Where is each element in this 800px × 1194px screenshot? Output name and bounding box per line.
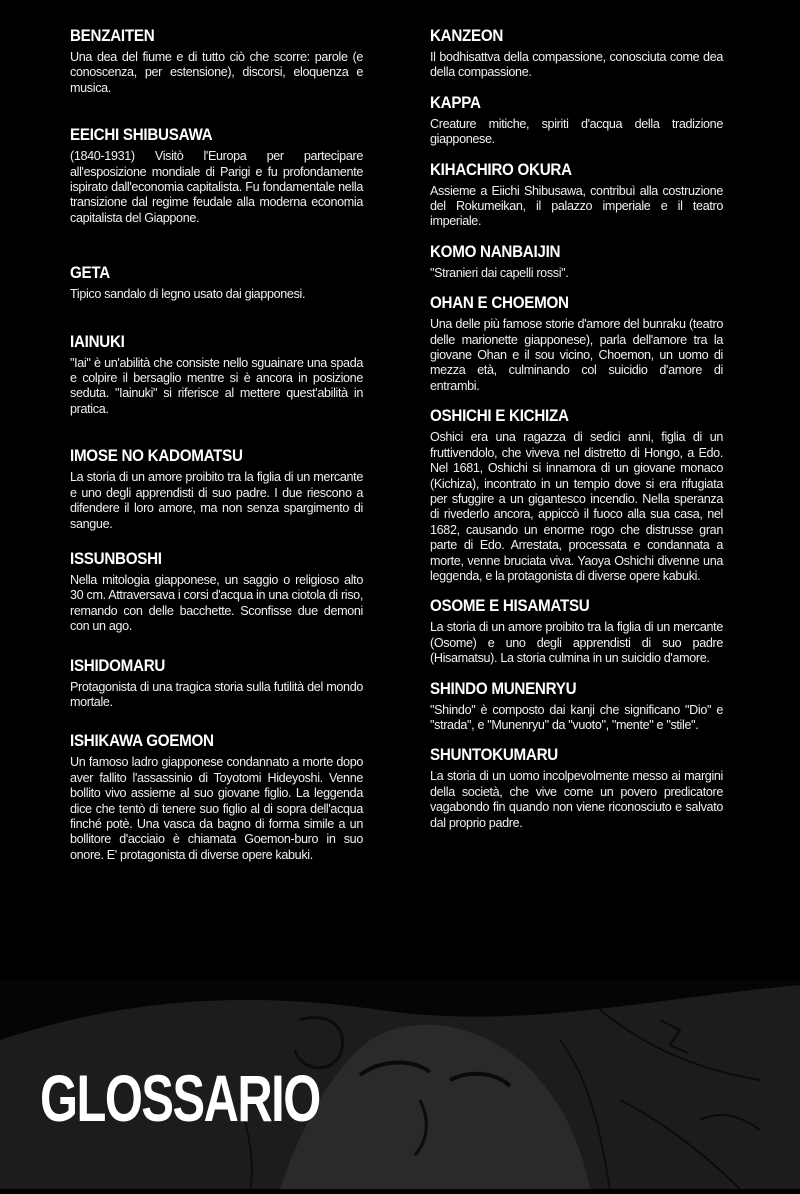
entry-definition: Oshici era una ragazza di sedici anni, figlia di un fruttivendolo, che viveva nel distretto di Hongo, a Edo. Nel 1681, Oshichi si innamora di un giovane monaco (Kichiza), incontrato in un tempio dove si era rifugiata per sfuggire a un gigantesco incendio. Nella speranza di rivederlo ancora, appiccò il fuoco alla sua casa, nel 1682, causando un enorme rogo che distrusse gran parte di Edo. Arrestata, processata e condannata a morte, venne bruciata viva. Yaoya Oshichi divenne una leggenda, e la protagonista di diverse opere kabuki. [430,430,723,583]
entry-definition: Protagonista di una tragica storia sulla futilità del mondo mortale. [70,679,363,709]
entry-definition: "Stranieri dai capelli rossi". [430,265,569,280]
glossary-entry-oshichi-e-kichiza [430,407,723,584]
entry-term: KIHACHIRO OKURA [430,160,572,179]
glossary-right-column [430,27,723,831]
glossary-entry-imose-no-kadomatsu [70,447,363,532]
entry-definition: Una delle più famose storie d'amore del bunraku (teatro delle marionette giapponese), parla dell'amore tra la giovane Ohan e il sou vicino, Choemon, un uomo di mezza età, culminando col suicidio d'amore di entrambi. [430,317,723,393]
entry-definition: La storia di un amore proibito tra la figlia di un mercante e uno degli apprendisti di suo padre. I due riescono a difendere il loro amore, ma non senza spargimento di sangue. [70,470,363,531]
glossary-entry-ishikawa-goemon [70,732,363,863]
page-title: GLOSSARIO [40,1061,320,1135]
entry-term: SHINDO MUNENRYU [430,679,577,698]
entry-term: ISHIDOMARU [70,656,166,675]
entry-definition: Una dea del fiume e di tutto ciò che scorre: parole (e conoscenza, per estensione), discorsi, eloquenza e musica. [70,50,363,95]
entry-definition: Assieme a Eiichi Shibusawa, contribuì alla costruzione del Rokumeikan, il palazzo imperiale e il teatro imperiale. [430,183,723,229]
entry-term: EEICHI SHIBUSAWA [70,126,213,145]
glossary-entry-ohan-e-choemon [430,294,723,394]
entry-term: OHAN E CHOEMON [430,294,569,313]
glossary-entry-issunboshi [70,550,363,635]
entry-definition: Nella mitologia giapponese, un saggio o religioso alto 30 cm. Attraversava i corsi d'acqua in una ciotola di riso, remando con delle bacchette. Sconfisse due demoni con un ago. [70,572,363,634]
glossary-entry-benzaiten [70,27,363,96]
entry-term: KAPPA [430,93,481,112]
entry-definition: Un famoso ladro giapponese condannato a morte dopo aver fallito l'assassinio di Toyotomi Hideyoshi. Venne bollito vivo assieme al suo giovane figlio. La leggenda dice che tentò di tenere suo figlio al di sopra dell'acqua finché potè. Una vasca da bagno di forma simile a un bollitore d'acciaio è chiamata Goemon-buro in suo onore. E' protagonista di diverse opere kabuki. [70,755,363,862]
entry-term: ISSUNBOSHI [70,549,162,568]
entry-term: IAINUKI [70,332,125,351]
entry-term: OSHICHI E KICHIZA [430,407,569,426]
entry-term: IMOSE NO KADOMATSU [70,447,243,466]
entry-definition: La storia di un amore proibito tra la figlia di un mercante (Osome) e uno degli apprendisti di suo padre (Hisamatsu). La storia culmina in un suicidio d'amore. [430,620,723,666]
entry-term: BENZAITEN [70,27,155,45]
entry-term: ISHIKAWA GOEMON [70,732,214,751]
glossary-entry-kappa [430,94,723,148]
glossary-entry-komo-nanbaijin [430,243,723,281]
glossary-entry-iainuki [70,333,363,418]
entry-term: KANZEON [430,27,504,45]
entry-term: KOMO NANBAIJIN [430,242,561,261]
entry-term: SHUNTOKUMARU [430,746,558,765]
glossary-left-column [70,27,363,863]
glossary-entry-shindo-munenryu [430,680,723,734]
entry-definition: "Iai" è un'abilità che consiste nello sguainare una spada e colpire il bersaglio mentre si è ancora in posizione seduta. "Iainuki" si riferisce al mettere quest'abilità in pratica. [70,355,363,416]
glossary-entry-kanzeon [430,27,723,81]
glossary-entry-eeichi-shibusawa [70,126,363,226]
entry-definition: Il bodhisattva della compassione, conosciuta come dea della compassione. [430,50,723,80]
glossary-entry-ishidomaru [70,657,363,711]
entry-definition: "Shindo" è composto dai kanji che significano "Dio" e "strada", e "Munenryu" da "vuoto", "mente" e "stile". [430,702,723,732]
glossary-entry-osome-e-hisamatsu [430,597,723,666]
entry-term: OSOME E HISAMATSU [430,597,590,616]
entry-term: GETA [70,264,110,283]
entry-definition: Creature mitiche, spiriti d'acqua della tradizione giapponese. [430,116,723,147]
glossary-entry-geta [70,264,363,302]
glossary-entry-kihachiro-okura [430,161,723,230]
entry-definition: (1840-1931) Visitò l'Europa per partecipare all'esposizione mondiale di Parigi e fu profondamente ispirato dall'economia capitalista. Fu fondamentale nella transizione dal regime feudale alla moderna economia capitalista del Giappone. [70,149,363,225]
entry-definition: La storia di un uomo incolpevolmente messo ai margini della società, che vive come un povero predicatore vagabondo fin quando non viene riconosciuto e salvato dal proprio padre. [430,769,723,830]
entry-definition: Tipico sandalo di legno usato dai giapponesi. [70,287,306,302]
glossary-entry-shuntokumaru [430,746,723,831]
